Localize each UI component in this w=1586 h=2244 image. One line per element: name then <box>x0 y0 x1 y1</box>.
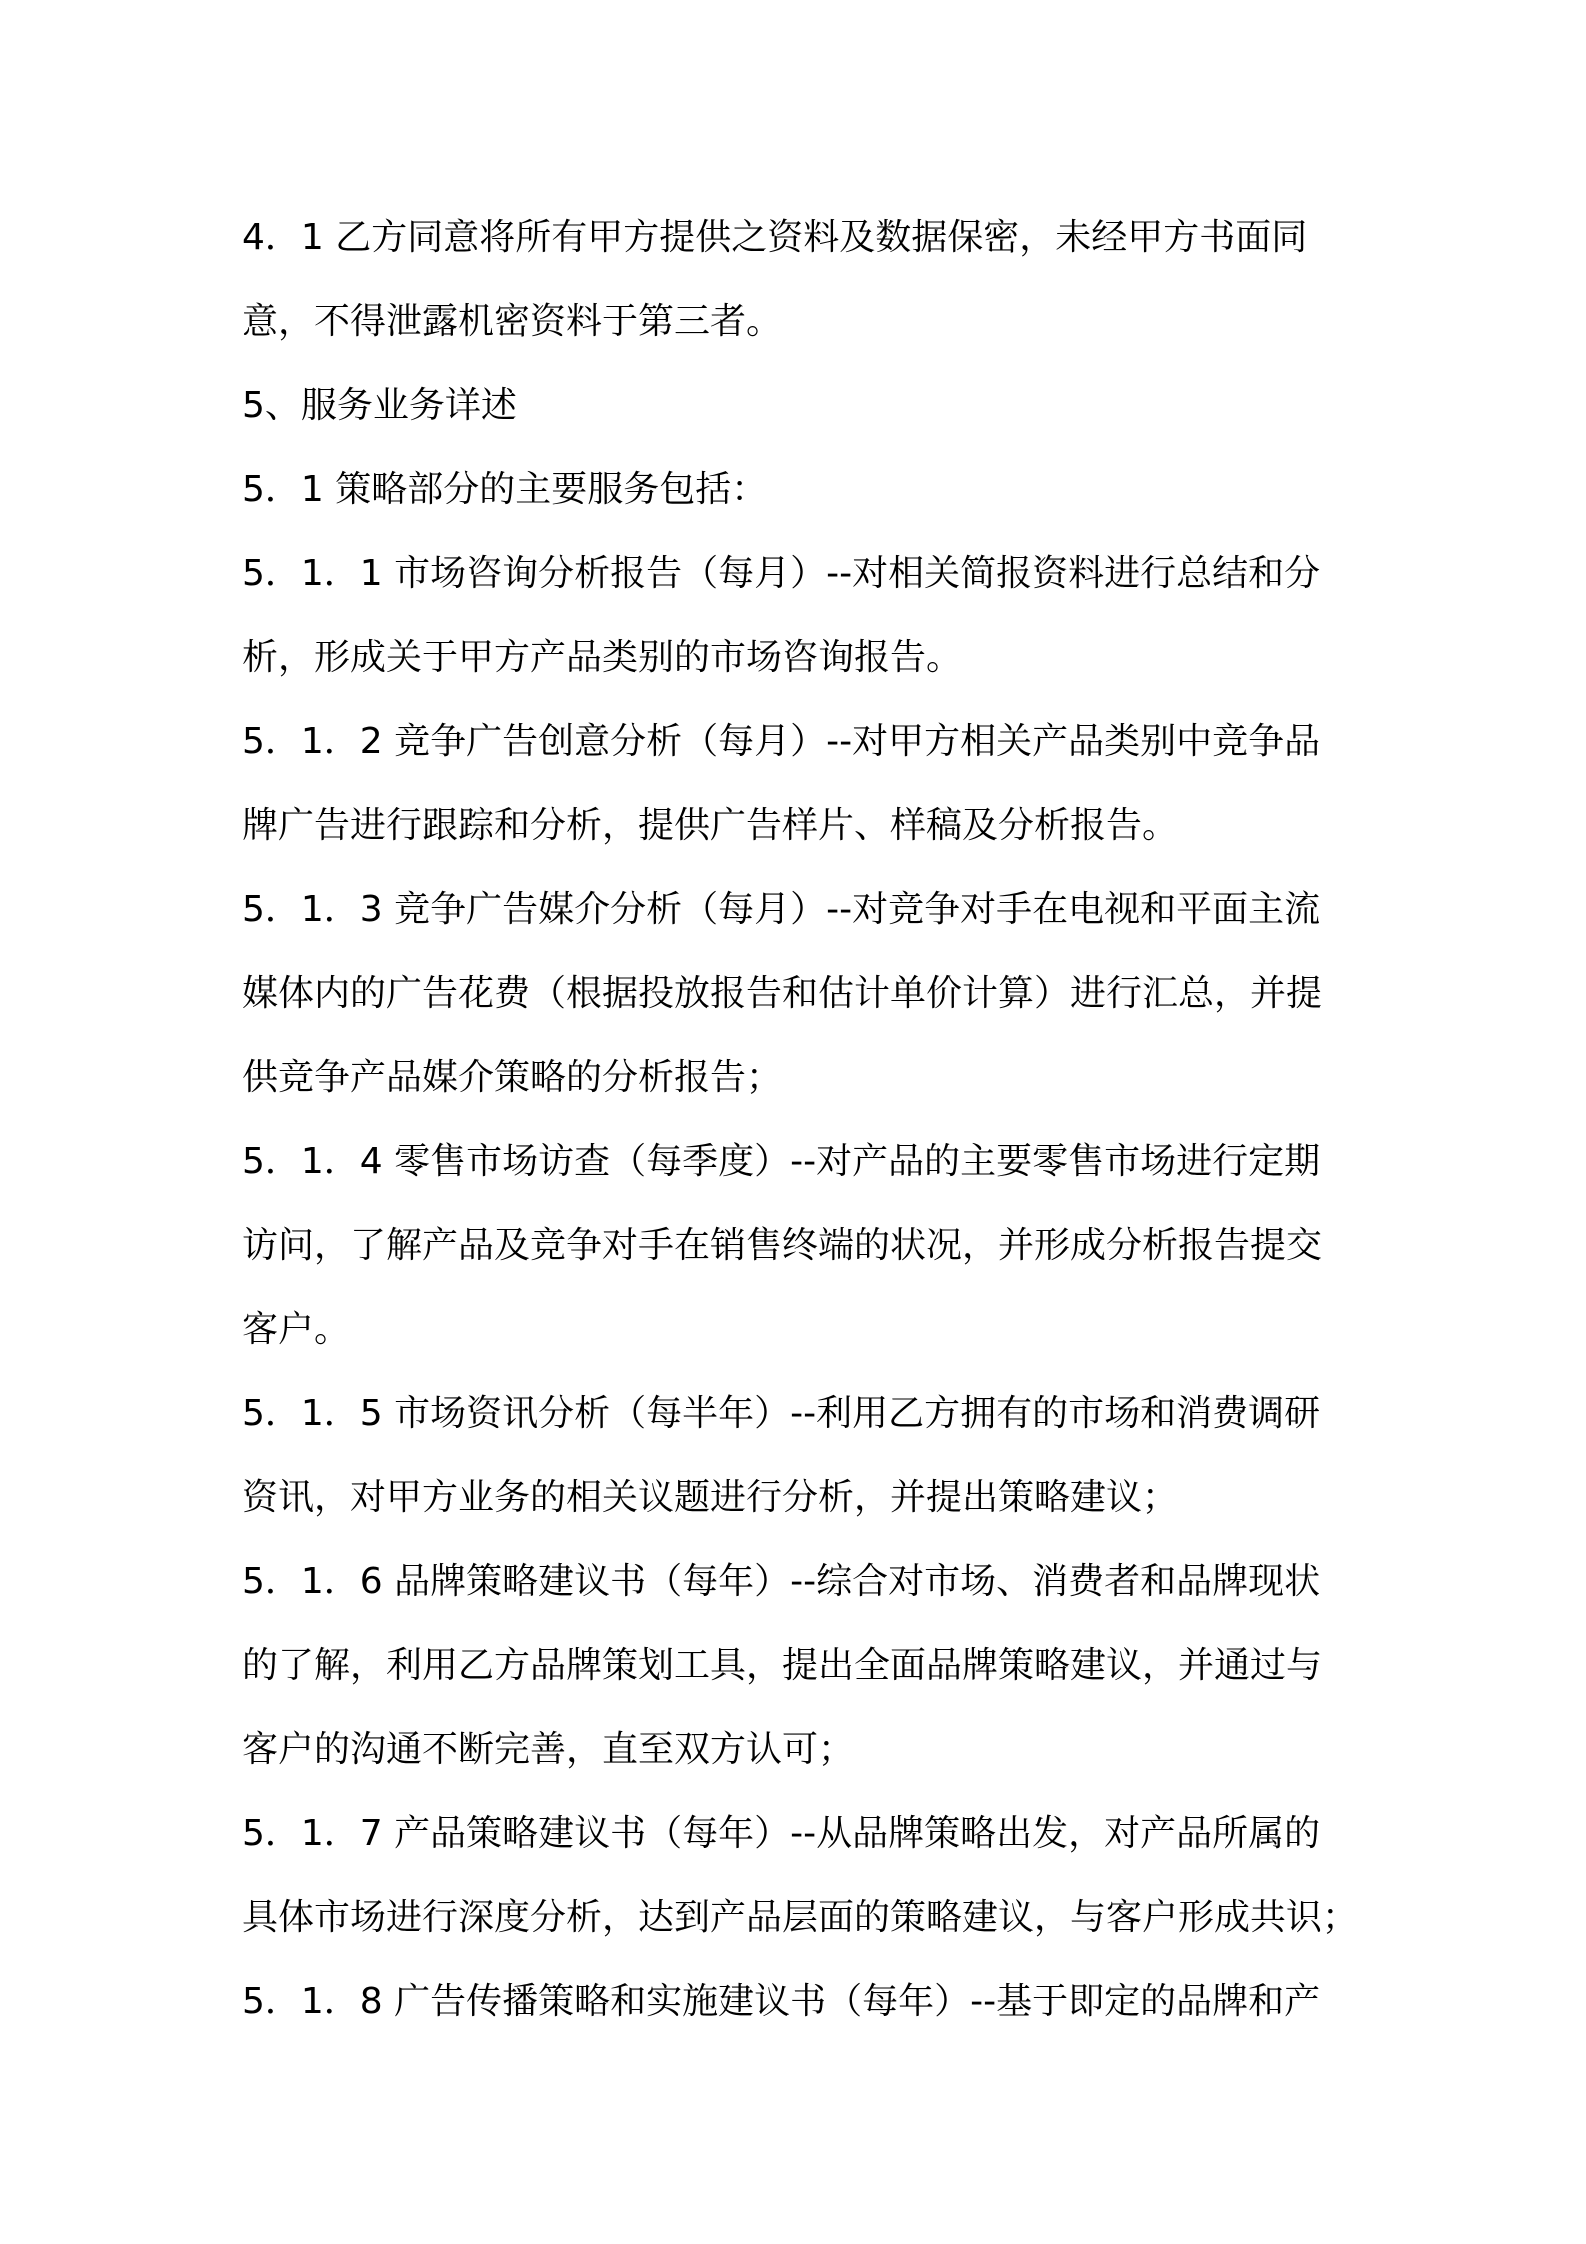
text-line: 客户。 <box>242 1309 351 1350</box>
text-line: 牌广告进行跟踪和分析，提供广告样片、样稿及分析报告。 <box>242 805 1179 846</box>
text-line: 供竞争产品媒介策略的分析报告； <box>242 1057 783 1098</box>
clause-5-1-8 <box>242 1960 1362 2044</box>
section-5-heading <box>242 364 1362 448</box>
text-line: 4．1 乙方同意将所有甲方提供之资料及数据保密，未经甲方书面同 <box>242 217 1308 258</box>
text-line: 5．1．8 广告传播策略和实施建议书（每年）--基于即定的品牌和产 <box>242 1981 1321 2022</box>
clause-5-1 <box>242 448 1362 532</box>
text-line: 的了解，利用乙方品牌策划工具，提出全面品牌策略建议，并通过与 <box>242 1645 1323 1686</box>
clause-4-1 <box>242 196 1362 364</box>
text-line: 媒体内的广告花费（根据投放报告和估计单价计算）进行汇总，并提 <box>242 973 1323 1014</box>
text-line: 析，形成关于甲方产品类别的市场咨询报告。 <box>242 637 963 678</box>
clause-5-1-7 <box>242 1792 1362 1960</box>
text-line: 5．1．1 市场咨询分析报告（每月）--对相关简报资料进行总结和分 <box>242 553 1321 594</box>
clause-5-1-3 <box>242 868 1362 1120</box>
text-line: 5、服务业务详述 <box>242 385 517 426</box>
text-line: 客户的沟通不断完善，直至双方认可； <box>242 1729 855 1770</box>
text-line: 5．1 策略部分的主要服务包括： <box>242 469 768 510</box>
text-line: 具体市场进行深度分析，达到产品层面的策略建议，与客户形成共识； <box>242 1897 1359 1938</box>
text-line: 5．1．4 零售市场访查（每季度）--对产品的主要零售市场进行定期 <box>242 1141 1321 1182</box>
text-line: 5．1．2 竞争广告创意分析（每月）--对甲方相关产品类别中竞争品 <box>242 721 1321 762</box>
clause-5-1-5 <box>242 1372 1362 1540</box>
text-line: 5．1．7 产品策略建议书（每年）--从品牌策略出发，对产品所属的 <box>242 1813 1321 1854</box>
document-body <box>242 196 1362 2044</box>
clause-5-1-2 <box>242 700 1362 868</box>
text-line: 意，不得泄露机密资料于第三者。 <box>242 301 783 342</box>
clause-5-1-4 <box>242 1120 1362 1372</box>
text-line: 5．1．5 市场资讯分析（每半年）--利用乙方拥有的市场和消费调研 <box>242 1393 1321 1434</box>
text-line: 5．1．6 品牌策略建议书（每年）--综合对市场、消费者和品牌现状 <box>242 1561 1321 1602</box>
text-line: 5．1．3 竞争广告媒介分析（每月）--对竞争对手在电视和平面主流 <box>242 889 1321 930</box>
clause-5-1-1 <box>242 532 1362 700</box>
text-line: 资讯，对甲方业务的相关议题进行分析，并提出策略建议； <box>242 1477 1179 1518</box>
clause-5-1-6 <box>242 1540 1362 1792</box>
text-line: 访问，了解产品及竞争对手在销售终端的状况，并形成分析报告提交 <box>242 1225 1323 1266</box>
